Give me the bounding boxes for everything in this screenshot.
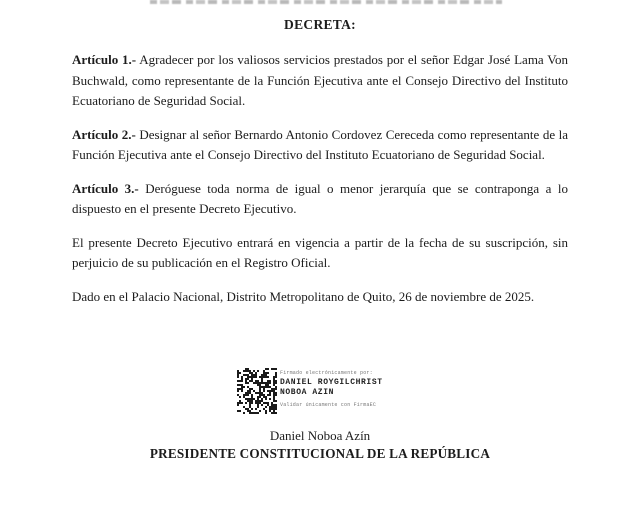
signatory-block — [72, 428, 568, 462]
article-2-text: Designar al señor Bernardo Antonio Cordovez Cereceda como representante de la Función Ejecutiva ante el Consejo Directivo del Instituto Ecuatoriano de Seguridad Social. — [72, 126, 568, 162]
decree-heading: DECRETA: — [284, 17, 356, 32]
article-paragraph-2 — [72, 125, 568, 166]
validation-note: Validar únicamente con FirmaEC — [280, 402, 377, 408]
article-1-label: Artículo 1.- — [72, 52, 137, 67]
signatory-title: PRESIDENTE CONSTITUCIONAL DE LA REPÚBLICA — [149, 446, 491, 461]
signed-electronically-label: Firmado electrónicamente por: — [280, 370, 373, 376]
effective-date-paragraph: El presente Decreto Ejecutivo entrará en vigencia a partir de la fecha de su suscripción, sin perjuicio de su publicación en el Registro Oficial. — [72, 234, 568, 270]
article-paragraph-1 — [72, 50, 568, 112]
article-paragraph-3 — [72, 179, 568, 220]
clipped-text-remnant — [150, 0, 502, 4]
signer-name-line-1: DANIEL ROYGILCHRIST — [280, 378, 383, 387]
decree-body — [72, 50, 568, 307]
article-3-label: Artículo 3.- — [72, 180, 139, 196]
article-1-text: Agradecer por los valiosos servicios prestados por el señor Edgar José Lama Von Buchwald, como representante de la Función Ejecutiva ante el Consejo Directivo del Instituto Ecuatoriano de Seguridad Social. — [72, 52, 568, 108]
qr-code — [237, 367, 277, 414]
article-2-label: Artículo 2.- — [72, 126, 136, 142]
place-and-date-line: Dado en el Palacio Nacional, Distrito Metropolitano de Quito, 26 de noviembre de 2025. — [72, 288, 535, 304]
stamp-text-block — [280, 367, 383, 408]
signer-name-line-2: NOBOA AZIN — [280, 387, 335, 397]
electronic-signature-stamp — [237, 367, 568, 414]
article-3-text: Deróguese toda norma de igual o menor jerarquía que se contraponga a lo dispuesto en el presente Decreto Ejecutivo. — [72, 180, 569, 216]
signatory-name: Daniel Noboa Azín — [269, 428, 371, 443]
